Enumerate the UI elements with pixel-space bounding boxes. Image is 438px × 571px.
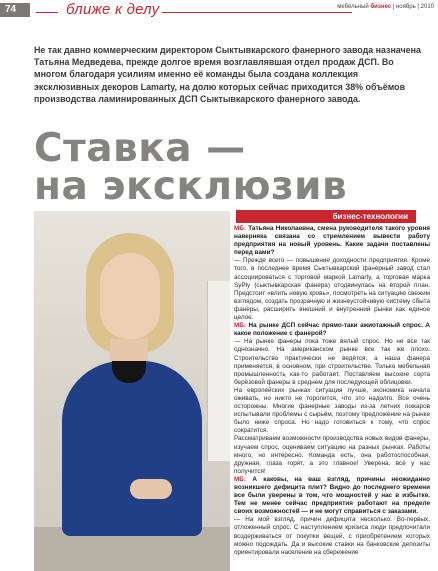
portrait-photo	[34, 211, 230, 571]
magazine-prefix: мебельный	[337, 4, 371, 10]
page-header	[0, 0, 438, 22]
headline	[34, 126, 348, 209]
rubric-label: бизнес-технологии	[236, 210, 416, 223]
face	[100, 253, 160, 339]
magazine-brand: бизнес	[370, 4, 392, 10]
hands	[130, 479, 172, 499]
answer-3: — На мой взгляд, причин дефицита несколько. Во-первых, отложенный спрос. С наступлением кризиса люди предпочитали воздерживаться от покупки вещей, с приобретением которых можно подождать. Да и высокие ставки на банковские депозиты ориентировали население на сбережение	[234, 516, 430, 556]
header-rule-right	[162, 12, 352, 13]
magazine-name	[337, 4, 434, 10]
header-rule-left	[36, 12, 58, 13]
shelf-background	[207, 281, 230, 461]
question-1	[234, 225, 430, 257]
headline-line-2: на эксклюзив	[34, 164, 348, 209]
question-3-text: А каковы, на ваш взгляд, причины неожиданно возникшего дефицита плит? Видно до последнего времени все были уверены в том, что мощностей у нас в избытке. Тем не менее сейчас предприятия работают на пределе своих возможностей — и не могут справиться с заказами.	[234, 475, 430, 516]
mb-label: МБ:	[234, 322, 246, 330]
lead-paragraph: Не так давно коммерческим директором Сыктывкарского фанерного завода назначена Татьяна Медведева, прежде долгое время возглавлявшая отдел продаж ДСП. Во многом благодаря усилиям именно её команды была создана коллекция эксклюзивных декоров Lamarty, на долю которых сейчас приходится 38% объёмов производства ламинированных ДСП Сыктывкарского фанерного завода.	[34, 45, 421, 104]
question-2	[234, 322, 430, 338]
mb-label: МБ:	[234, 225, 246, 232]
mb-label: МБ:	[234, 475, 246, 483]
question-3	[234, 476, 430, 516]
blue-sweater	[62, 361, 202, 536]
headline-line-1: Ставка —	[34, 126, 246, 171]
answer-1: — Прежде всего — повышение доходности предприятия. Кроме того, в последнее время Сыктывкарский фанерный завод стал ассоциироваться с торговой маркой Lamarty, а торговая марка SyPly (сыктывкарская фанера) отодвинулась на второй план. Предстоит «влить новую кровь», посмотреть на ситуацию свежим взглядом, создать прозрачную и жизнеустойчивую систему сбыта фанеры, расширить внешний и внутренний рынки как единое целое.	[234, 257, 430, 322]
answer-2a: — На рынке фанеры пока тоже вялый спрос. Но не все так однозначно. На американском рынке все так же плохо. Строительство практически не ведётся, а наша фанера применяется, в основном, при строительстве. Только мебельная промышленность как-то работает. Поставляем высокие сорта берёзовой фанеры в среднем для последующей облицовки.	[234, 338, 430, 386]
interview-column	[234, 225, 430, 571]
question-2-text: На рынке ДСП сейчас прямо-таки ажиотажный спрос. А какое положение с фанерой?	[234, 322, 430, 338]
section-title: ближе к делу	[66, 1, 160, 18]
page-number: 74	[0, 3, 30, 17]
answer-2b: На европейских рынках ситуация лучше, экономика начала оживать, но никто не торопится, что это надолго. Все очень осторожны. Многие фанерные заводы из-за летних пожаров испытывали проблемы с сырьём, поэтому предложение на рынке было ниже спроса. Но надо готовиться к тому, что спрос сократится.	[234, 386, 430, 435]
answer-2c: Рассматриваем возможности производства новых видов фанеры, изучаем спрос, оцениваем ситуацию на разных рынках. Работы много, но интересно. Команда есть, она работоспособная, дружная, глаза горят, а это главное! Уверена, всё у нас получится!	[234, 435, 430, 475]
magazine-issue: | ноябрь | 2010	[391, 4, 434, 10]
question-1-text: Татьяна Николаевна, смена руководителя такого уровня наверняка связана со стремлением вывести работу предприятия на новый уровень. Какие задачи поставлены перед вами?	[234, 225, 430, 257]
